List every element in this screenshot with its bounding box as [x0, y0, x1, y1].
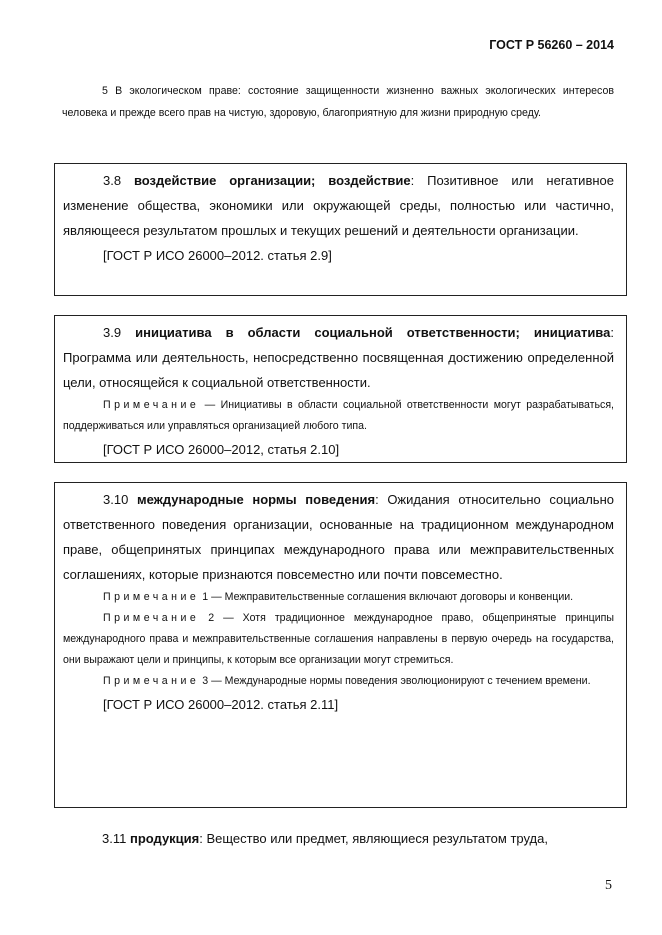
term-3-9-definition [63, 320, 614, 395]
term-3-9-reference: [ГОСТ Р ИСО 26000–2012, статья 2.10] [103, 442, 340, 457]
term-box-3-10 [54, 482, 627, 808]
term-3-10-note-1 [63, 587, 614, 608]
term-box-3-9 [54, 315, 627, 463]
term-text: : Позитивное или негативное изменение общества, экономики или окружающей среды, полностью или частично, являющееся результатом прошлых и текущих решений и деятельности организации. [63, 173, 614, 238]
term-number: 3.8 [103, 173, 122, 188]
term-text: : Ожидания относительно социально ответственного поведения организации, основанные на традиционном международном праве, общепринятых принципах международного права или межправительственных соглашениях, которые признаются повсеместно или почти повсеместно. [63, 492, 614, 582]
note-text: 2 — Хотя традиционное международное право, общепринятые принципы международного права и межправительственные соглашения направлены в первую очередь на государства, они выражают цели и принципы, к которым все организации могут стремиться. [63, 612, 614, 666]
term-name: международные нормы поведения [136, 492, 376, 507]
note-label: Примечание [103, 675, 200, 687]
note-label: Примечание [103, 399, 200, 411]
term-number: 3.9 [103, 325, 122, 340]
note-text: 1 — Межправительственные соглашения включают договоры и конвенции. [199, 591, 574, 603]
term-3-10-note-3 [63, 671, 614, 692]
note-text: 3 — Международные нормы поведения эволюционируют с течением времени. [199, 675, 591, 687]
document-header: ГОСТ Р 56260 – 2014 [489, 38, 614, 52]
term-3-11-definition [62, 826, 614, 851]
footnote-5: 5 В экологическом праве: состояние защищенности жизненно важных экологических интересов человека и прежде всего прав на чистую, здоровую, благоприятную для жизни природную среду. [62, 85, 614, 119]
term-3-9-note [63, 395, 614, 437]
term-text: : Программа или деятельность, непосредственно посвященная достижению определенной цели, относящейся к социальной ответственности. [63, 325, 614, 390]
term-name: продукция [129, 831, 200, 846]
note-label: Примечание [103, 591, 200, 603]
term-number: 3.10 [103, 492, 129, 507]
term-3-10-reference: [ГОСТ Р ИСО 26000–2012. статья 2.11] [103, 697, 339, 712]
term-3-10-definition [63, 487, 614, 587]
term-3-8-reference: [ГОСТ Р ИСО 26000–2012. статья 2.9] [103, 248, 332, 263]
note-label: Примечание [103, 612, 200, 624]
term-number: 3.11 [102, 831, 127, 846]
term-box-3-8 [54, 163, 627, 296]
term-3-8-definition [63, 168, 614, 243]
term-name: воздействие организации; воздействие [133, 173, 411, 188]
term-3-10-note-2 [63, 608, 614, 671]
term-name: инициатива в области социальной ответственности; инициатива [135, 325, 611, 340]
note-text: — Инициативы в области социальной ответственности могут разрабатываться, поддерживаться или управляться организацией любого типа. [63, 399, 614, 432]
page-number: 5 [605, 878, 612, 893]
term-text: : Вещество или предмет, являющиеся результатом труда, [199, 831, 548, 846]
